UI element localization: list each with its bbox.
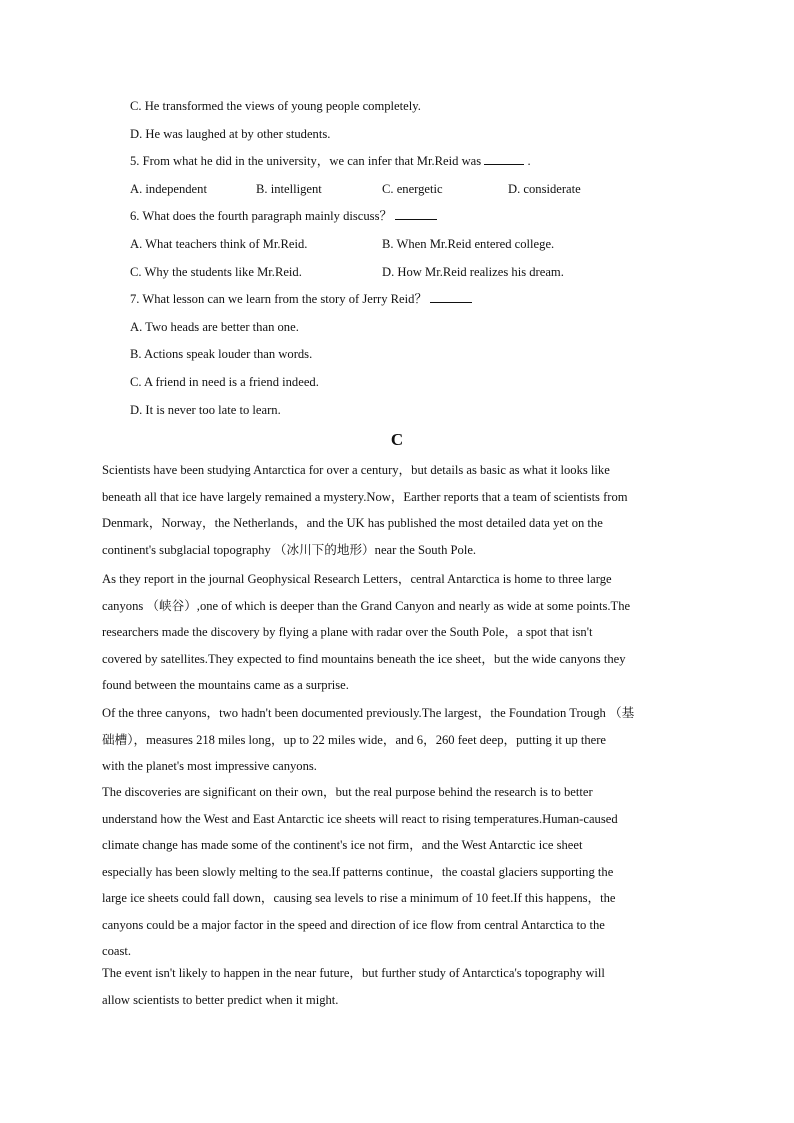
question-5 [130,153,531,169]
q5-option-a: A. independent [130,182,207,196]
paragraph-line: covered by satellites.They expected to find mountains beneath the ice sheet，but the wide canyons they [102,651,626,666]
passage-paragraph-3 [102,700,702,780]
q5-option-d: D. considerate [508,182,581,196]
paragraph-line: As they report in the journal Geophysical Research Letters，central Antarctica is home to three large [102,572,612,586]
question-6-options-row1 [130,236,730,252]
paragraph-line: coast. [102,944,132,958]
q5-option-c: C. energetic [382,182,443,196]
answer-blank [395,208,437,220]
q7-option-a: A. Two heads are better than one. [130,320,299,334]
paragraph-line: Of the three canyons，two hadn't been documented previously.The largest，the Foundation Trough （基 [102,706,635,720]
question-6 [130,208,437,224]
paragraph-line: Denmark，Norway，the Netherlands，and the UK has published the most detailed data yet on the [102,516,603,530]
paragraph-line: The event isn't likely to happen in the near future，but further study of Antarctica's topography will [102,966,605,980]
q5-option-b: B. intelligent [256,182,322,196]
answer-blank [484,153,524,165]
passage-paragraph-1 [102,457,702,563]
q7-option-c: C. A friend in need is a friend indeed. [130,375,319,389]
paragraph-line: continent's subglacial topography （冰川下的地形）near the South Pole. [102,542,477,557]
option-d-prev: D. He was laughed at by other students. [130,127,331,141]
q7-option-d: D. It is never too late to learn. [130,403,281,417]
q6-option-c: C. Why the students like Mr.Reid. [130,265,302,279]
question-5-end: . [524,154,531,168]
question-6-stem: 6. What does the fourth paragraph mainly discuss？ [130,209,396,223]
paragraph-line: beneath all that ice have largely remained a mystery.Now，Earther reports that a team of scientists from [102,489,628,504]
q7-option-b: B. Actions speak louder than words. [130,347,313,361]
paragraph-line: The discoveries are significant on their own，but the real purpose behind the research is to better [102,785,593,799]
question-5-stem: 5. From what he did in the university，we can infer that Mr.Reid was [130,154,485,168]
question-6-options-row2 [130,264,730,280]
q6-option-b: B. When Mr.Reid entered college. [382,237,555,251]
paragraph-line: found between the mountains came as a surprise. [102,678,349,692]
question-7 [130,291,472,307]
q6-option-d: D. How Mr.Reid realizes his dream. [382,265,564,279]
paragraph-line: canyons （峡谷）,one of which is deeper than the Grand Canyon and nearly as wide at some points.The [102,598,631,613]
paragraph-line: canyons could be a major factor in the speed and direction of ice flow from central Antarctica to the [102,917,605,932]
passage-paragraph-2 [102,566,702,699]
question-5-options [130,181,730,197]
q6-option-a: A. What teachers think of Mr.Reid. [130,237,308,251]
paragraph-line: especially has been slowly melting to the sea.If patterns continue，the coastal glaciers supporting the [102,864,614,879]
paragraph-line: allow scientists to better predict when it might. [102,992,339,1007]
paragraph-line: climate change has made some of the continent's ice not firm，and the West Antarctic ice sheet [102,838,583,852]
paragraph-line: 础槽），measures 218 miles long，up to 22 miles wide，and 6，260 feet deep，putting it up there [102,732,607,747]
question-7-stem: 7. What lesson can we learn from the story of Jerry Reid？ [130,292,431,306]
paragraph-line: researchers made the discovery by flying a plane with radar over the South Pole，a spot that isn't [102,625,593,639]
passage-paragraph-4 [102,779,702,965]
paragraph-line: Scientists have been studying Antarctica for over a century，but details as basic as what it looks like [102,463,610,477]
option-c-prev: C. He transformed the views of young people completely. [130,99,421,113]
paragraph-line: with the planet's most impressive canyons. [102,759,317,773]
section-title: C [390,430,404,449]
paragraph-line: large ice sheets could fall down，causing sea levels to rise a minimum of 10 feet.If this happens，the [102,891,616,905]
passage-paragraph-5 [102,960,702,1013]
paragraph-line: understand how the West and East Antarctic ice sheets will react to rising temperatures.Human-caused [102,811,618,826]
answer-blank [430,291,472,303]
